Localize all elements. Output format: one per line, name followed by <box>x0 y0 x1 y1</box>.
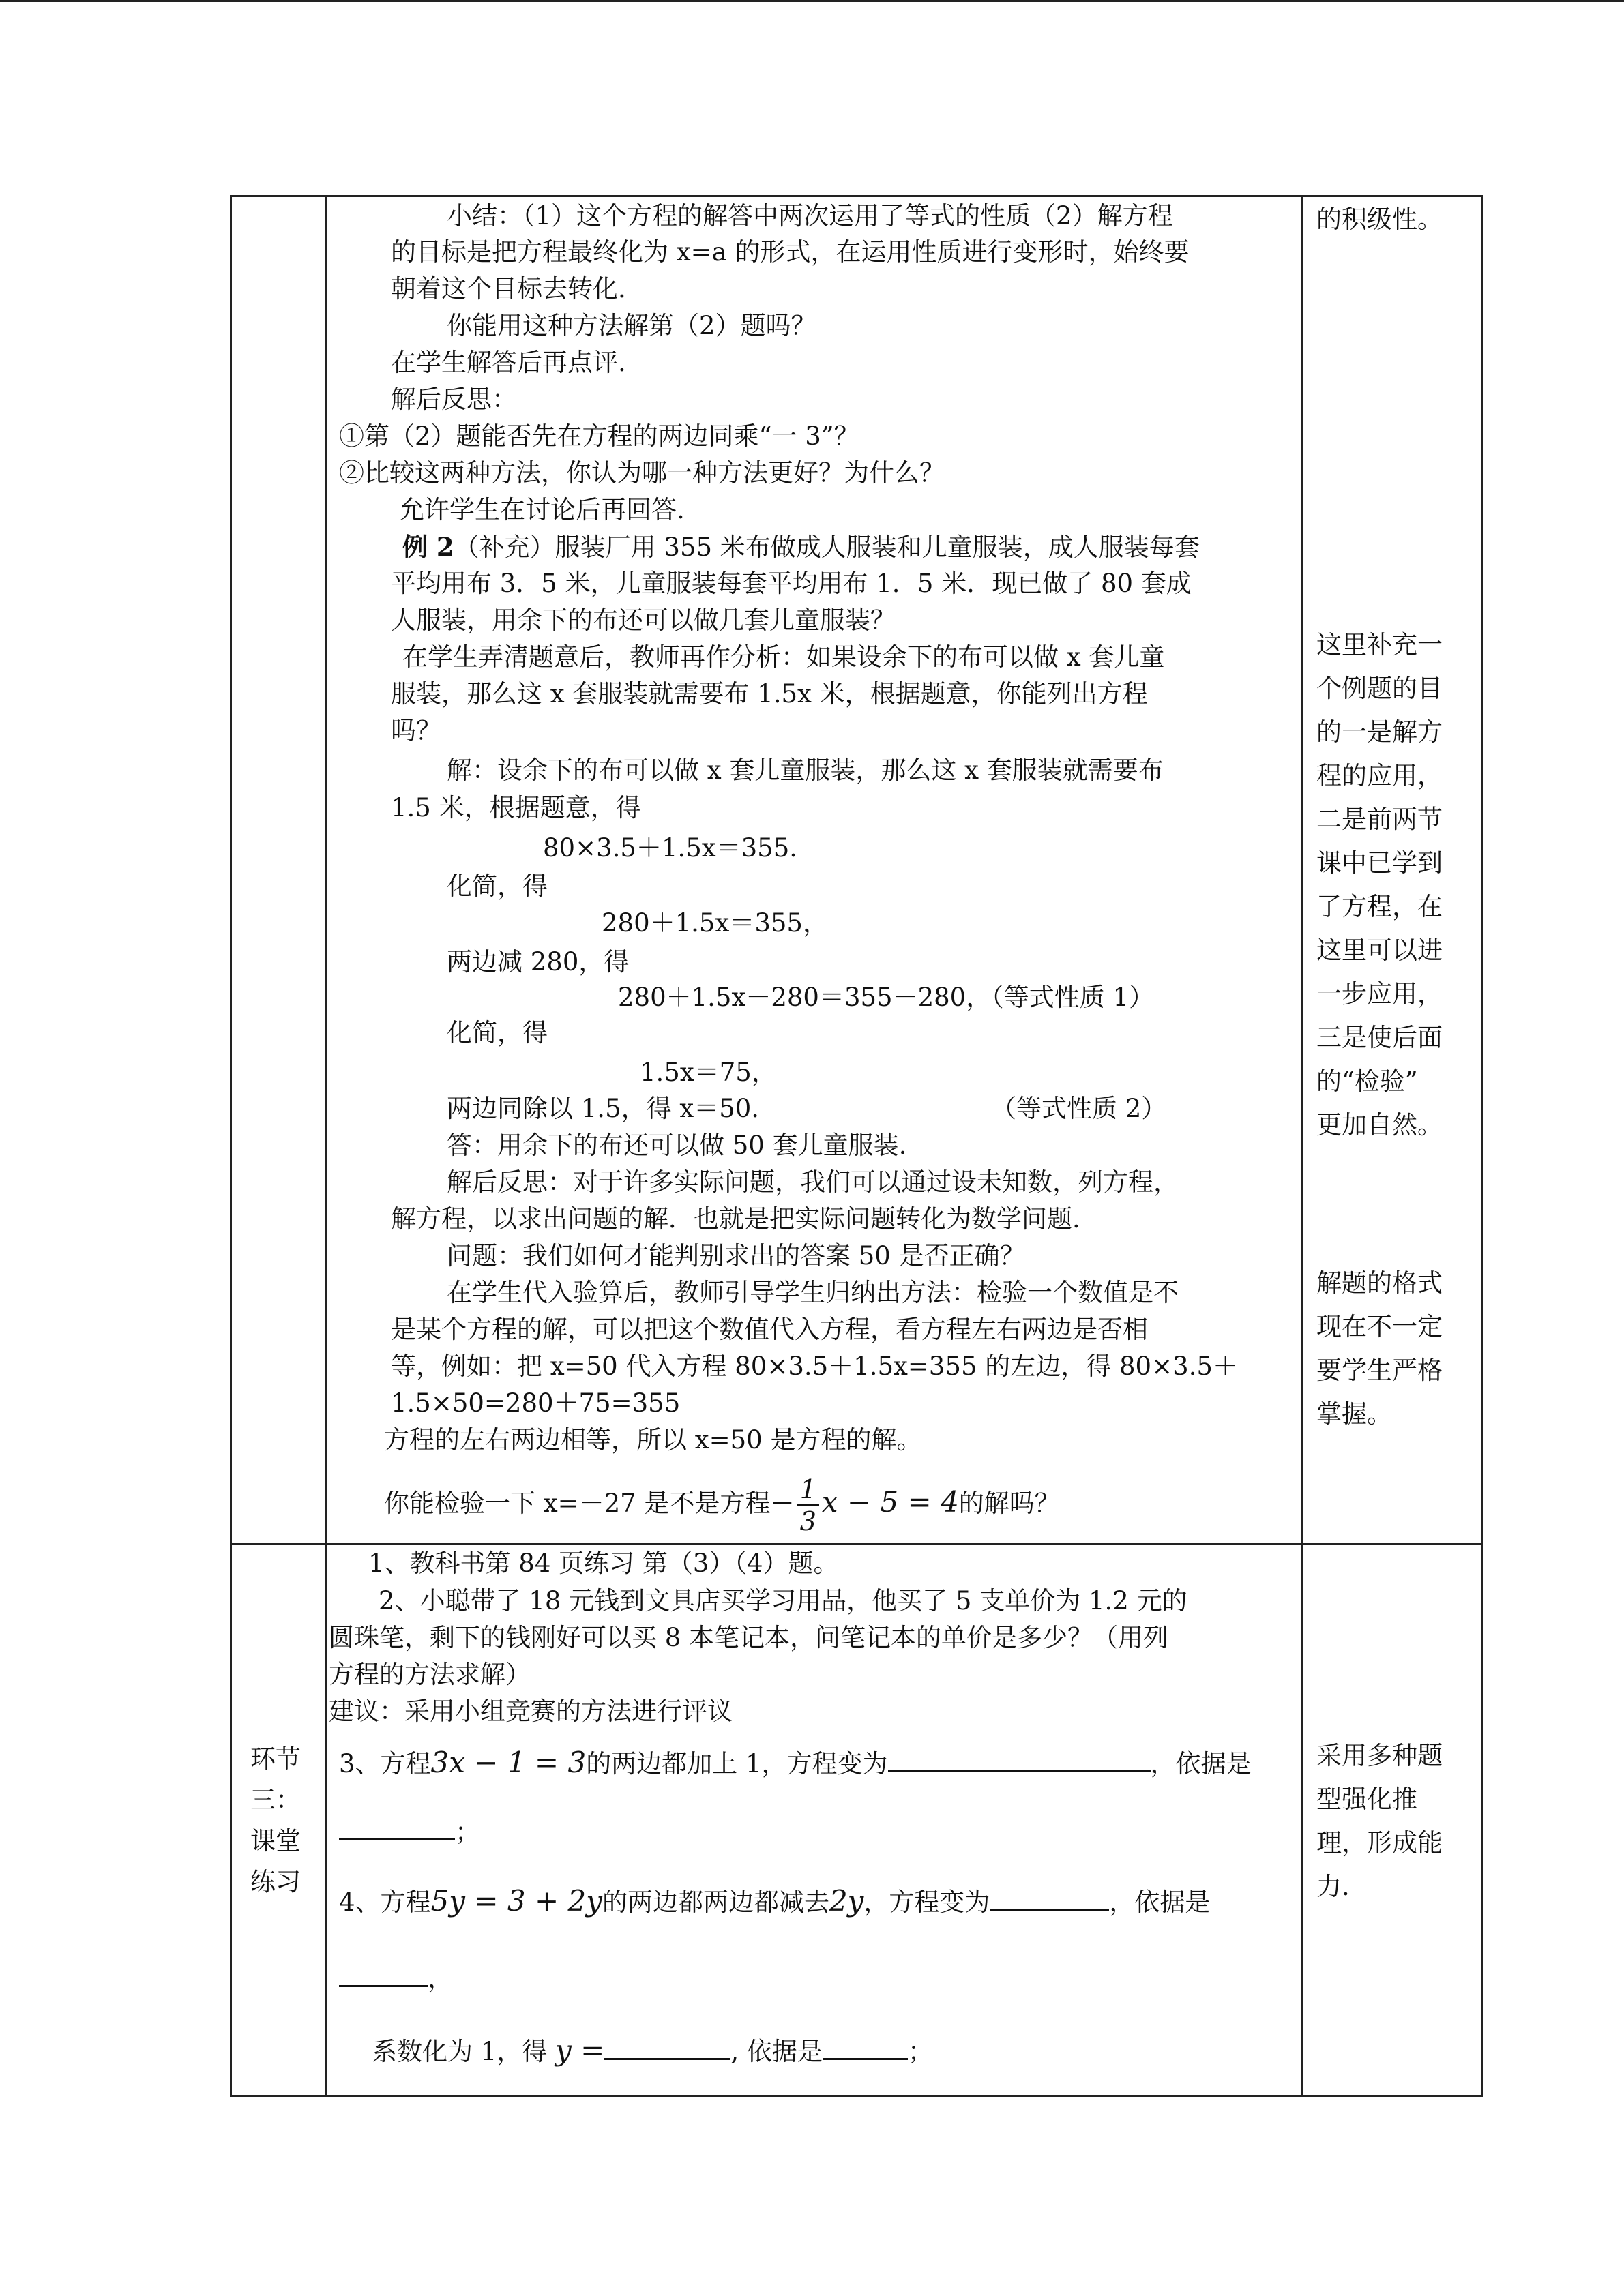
note-line: 二是前两节 <box>1316 805 1443 834</box>
exercise-3-suffix: ，依据是 <box>1150 1749 1252 1778</box>
text-line: 平均用布 3．5 米，儿童服装每套平均用布 1．5 米．现已做了 80 套成 <box>391 569 1192 598</box>
note-line: 程的应用， <box>1316 761 1443 790</box>
answer-blank[interactable] <box>604 2039 730 2060</box>
text-line: 问题：我们如何才能判别求出的答案 50 是否正确？ <box>447 1241 1025 1270</box>
exercise-line: 建议：采用小组竞赛的方法进行评议 <box>329 1697 733 1726</box>
note-line: 型强化推 <box>1316 1785 1417 1814</box>
equation-line: 280＋1.5x＝355， <box>602 908 828 938</box>
text-line: 化简，得 <box>447 1018 548 1047</box>
exercise-5-variable: y = <box>555 2033 605 2067</box>
note-line: 的积级性。 <box>1316 205 1443 234</box>
equation-expression: x − 5 = 4 <box>821 1485 959 1519</box>
fraction-denominator: 3 <box>799 1506 816 1536</box>
text-line: 解方程，以求出问题的解．也就是把实际问题转化为数学问题. <box>391 1204 1080 1234</box>
text-line: （等式性质 2） <box>991 1094 1167 1123</box>
text-line <box>402 533 1200 561</box>
text-line: 朝着这个目标去转化. <box>391 274 626 303</box>
text-line: 服装，那么这 x 套服装就需要布 1.5x 米，根据题意，你能列出方程 <box>391 679 1148 709</box>
text-line: 吗？ <box>391 716 441 745</box>
table-col-divider-2 <box>1301 195 1303 2097</box>
exercise-5-text: , 依据是 <box>730 2037 823 2066</box>
exercise-3 <box>339 1746 1252 1780</box>
table-col-divider-1 <box>325 195 327 2097</box>
exercise-line: 1、教科书第 84 页练习 第（3）（4）题。 <box>368 1549 839 1578</box>
note-line: 的“检验” <box>1316 1067 1418 1096</box>
equation-line: 1.5x＝75， <box>640 1058 777 1087</box>
fraction-numerator: 1 <box>797 1474 819 1506</box>
note-line: 要学生严格 <box>1316 1356 1443 1385</box>
text-line: 允许学生在讨论后再回答. <box>399 495 685 524</box>
stage-label-line: 环节 <box>250 1744 301 1774</box>
table-right-border <box>1481 195 1483 2097</box>
note-line: 的一是解方 <box>1316 717 1443 747</box>
text-line: 的目标是把方程最终化为 x=a 的形式，在运用性质进行变形时，始终要 <box>391 237 1190 267</box>
exercise-3-prefix: 3、方程 <box>339 1749 431 1778</box>
table-left-border <box>230 195 232 2097</box>
exercise-3-tail: ； <box>455 1817 480 1847</box>
example-label: 例 2 <box>402 532 454 562</box>
text-line: 在学生弄清题意后，教师再作分析：如果设余下的布可以做 x 套儿童 <box>402 642 1165 672</box>
stage-label-line: 练习 <box>250 1867 301 1896</box>
check-question-text: 的解吗？ <box>958 1489 1060 1518</box>
note-line: 一步应用， <box>1316 979 1443 1009</box>
text-line: 人服装，用余下的布还可以做几套儿童服装？ <box>391 606 896 635</box>
note-line: 个例题的目 <box>1316 674 1443 703</box>
note-line: 采用多种题 <box>1316 1741 1443 1770</box>
text-line: 小结：（1）这个方程的解答中两次运用了等式的性质（2）解方程 <box>447 201 1173 230</box>
text-line: 解后反思： <box>391 385 517 414</box>
text-line: 在学生解答后再点评. <box>391 348 626 377</box>
exercise-4-cont <box>339 1962 453 1996</box>
stage-label-line: 课堂 <box>250 1826 301 1855</box>
exercise-4-tail: ， <box>428 1964 453 1993</box>
table-bottom-border <box>230 2095 1483 2097</box>
exercise-4-text-2: ，方程变为 <box>863 1888 990 1917</box>
table-row-divider <box>230 1543 1483 1545</box>
note-line: 力. <box>1316 1872 1350 1901</box>
check-question-text: 你能检验一下 x=－27 是不是方程 <box>384 1489 771 1518</box>
text-line: ①第（2）题能否先在方程的两边同乘“一 3”？ <box>339 421 859 451</box>
note-line: 三是使后面 <box>1316 1023 1443 1052</box>
exercise-4-equation: 5y = 3 + 2y <box>430 1884 602 1918</box>
exercise-4 <box>339 1884 1210 1918</box>
text-line: 1.5 米，根据题意，得 <box>391 793 641 822</box>
note-line: 这里可以进 <box>1316 936 1443 965</box>
minus-sign: − <box>770 1485 795 1519</box>
exercise-line: 2、小聪带了 18 元钱到文具店买学习用品，他买了 5 支单价为 1.2 元的 <box>379 1586 1187 1615</box>
text-line: 两边同除以 1.5，得 x＝50. <box>447 1094 760 1123</box>
answer-blank[interactable] <box>888 1751 1151 1772</box>
exercise-3-text: 的两边都加上 1，方程变为 <box>586 1749 888 1778</box>
exercise-5-prefix: 系数化为 1，得 <box>372 2037 548 2066</box>
text-line: 你能用这种方法解第（2）题吗？ <box>447 311 816 340</box>
exercise-3-cont <box>339 1815 480 1849</box>
note-line: 了方程，在 <box>1316 892 1443 921</box>
page-top-border <box>0 0 1624 2</box>
exercise-line: 圆珠笔，剩下的钱刚好可以买 8 本笔记本，问笔记本的单价是多少？（用列 <box>329 1623 1169 1652</box>
note-line: 现在不一定 <box>1316 1312 1443 1341</box>
text-line: 等，例如：把 x=50 代入方程 80×3.5＋1.5x=355 的左边，得 80×3.5＋ <box>391 1352 1238 1381</box>
text-line: 解后反思：对于许多实际问题，我们可以通过设未知数，列方程， <box>447 1167 1179 1197</box>
text-line: 化简，得 <box>447 871 548 901</box>
text-line: 在学生代入验算后，教师引导学生归纳出方法：检验一个数值是不 <box>447 1278 1179 1307</box>
note-line: 课中已学到 <box>1316 848 1443 878</box>
note-line: 这里补充一 <box>1316 630 1443 659</box>
fraction <box>797 1474 819 1536</box>
answer-blank[interactable] <box>339 1966 428 1987</box>
exercise-5-tail: ； <box>907 2037 933 2066</box>
check-question-line <box>384 1472 1060 1536</box>
exercise-4-text: 的两边都两边都减去 <box>602 1888 829 1917</box>
answer-blank[interactable] <box>990 1890 1109 1911</box>
exercise-5 <box>372 2033 933 2068</box>
note-line: 掌握。 <box>1316 1399 1392 1429</box>
stage-label-line: 三： <box>250 1785 301 1815</box>
answer-blank[interactable] <box>823 2039 908 2060</box>
text-line: ②比较这两种方法，你认为哪一种方法更好？为什么？ <box>339 458 945 488</box>
exercise-line: 方程的方法求解） <box>329 1660 531 1689</box>
exercise-3-equation: 3x − 1 = 3 <box>430 1746 587 1779</box>
text-line: 两边减 280，得 <box>447 947 630 976</box>
equation-line: 80×3.5＋1.5x＝355. <box>543 833 798 863</box>
text-line: 1.5×50=280＋75=355 <box>391 1388 681 1418</box>
note-line: 解题的格式 <box>1316 1268 1443 1298</box>
exercise-4-suffix: ，依据是 <box>1109 1888 1211 1917</box>
exercise-4-prefix: 4、方程 <box>339 1888 431 1917</box>
equation-line: 280＋1.5x－280＝355－280，（等式性质 1） <box>618 983 1154 1012</box>
text-line: 方程的左右两边相等，所以 x=50 是方程的解。 <box>384 1425 922 1455</box>
text-line: 答：用余下的布还可以做 50 套儿童服装. <box>447 1131 907 1160</box>
note-line: 理，形成能 <box>1316 1828 1443 1858</box>
table-top-border <box>230 195 1483 197</box>
note-line: 更加自然。 <box>1316 1110 1443 1139</box>
exercise-4-term: 2y <box>829 1884 864 1918</box>
text-line: 解：设余下的布可以做 x 套儿童服装，那么这 x 套服装就需要布 <box>447 756 1164 785</box>
example-text: （补充）服装厂用 355 米布做成人服装和儿童服装，成人服装每套 <box>454 533 1200 562</box>
text-line: 是某个方程的解，可以把这个数值代入方程，看方程左右两边是否相 <box>391 1315 1148 1344</box>
answer-blank[interactable] <box>339 1819 455 1840</box>
